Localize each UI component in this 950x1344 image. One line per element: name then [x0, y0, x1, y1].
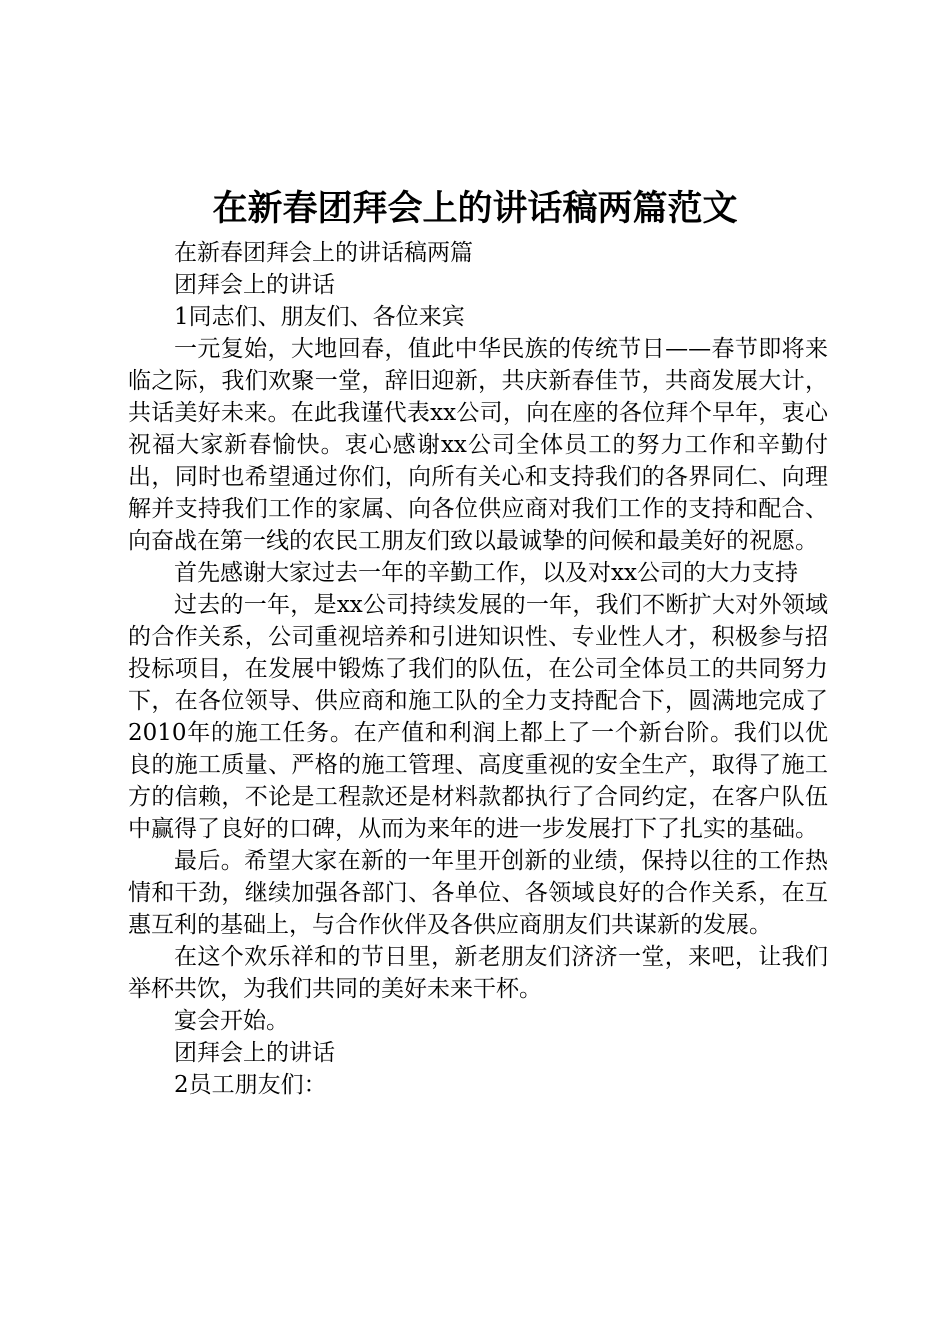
- paragraph-body: 一元复始，大地回春，值此中华民族的传统节日——春节即将来临之际，我们欢聚一堂，辞旧迎新，共庆新春佳节，共商发展大计，共话美好未来。在此我谨代表xx公司，向在座的各位拜个早年，衷心祝福大家新春愉快。衷心感谢xx公司全体员工的努力工作和辛勤付出，同时也希望通过你们，向所有关心和支持我们的各界同仁、向理解并支持我们工作的家属、向各位供应商对我们工作的支持和配合、向奋战在第一线的农民工朋友们致以最诚挚的问候和最美好的祝愿。: [128, 336, 828, 554]
- document-title: 在新春团拜会上的讲话稿两篇范文: [212, 188, 738, 229]
- paragraph-body: 过去的一年，是xx公司持续发展的一年，我们不断扩大对外领域的合作关系，公司重视培养和引进知识性、专业性人才，积极参与招投标项目，在发展中锻炼了我们的队伍，在公司全体员工的共同努力下，在各位领导、供应商和施工队的全力支持配合下，圆满地完成了2010年的施工任务。在产值和利润上都上了一个新台阶。我们以优良的施工质量、严格的施工管理、高度重视的安全生产，取得了施工方的信赖，不论是工程款还是材料款都执行了合同约定，在客户队伍中赢得了良好的口碑，从而为来年的进一步发展打下了扎实的基础。: [128, 592, 828, 842]
- document-body: [128, 237, 828, 1101]
- paragraph-body: 最后。希望大家在新的一年里开创新的业绩，保持以往的工作热情和干劲，继续加强各部门、各单位、各领域良好的合作关系，在互惠互利的基础上，与合作伙伴及各供应商朋友们共谋新的发展。: [128, 848, 828, 938]
- paragraph-section-heading-1: 团拜会上的讲话: [174, 272, 335, 298]
- paragraph-body: 宴会开始。: [174, 1008, 289, 1034]
- paragraph-body: 首先感谢大家过去一年的辛勤工作，以及对xx公司的大力支持: [174, 560, 798, 586]
- paragraph-section-heading-2: 团拜会上的讲话: [174, 1040, 335, 1066]
- paragraph-salutation-2: 2员工朋友们：: [174, 1072, 327, 1098]
- paragraph-body: 在这个欢乐祥和的节日里，新老朋友们济济一堂，来吧，让我们举杯共饮，为我们共同的美好未来干杯。: [128, 944, 828, 1002]
- paragraph-salutation-1: 1同志们、朋友们、各位来宾: [174, 304, 465, 330]
- paragraph-subtitle: 在新春团拜会上的讲话稿两篇: [174, 240, 473, 266]
